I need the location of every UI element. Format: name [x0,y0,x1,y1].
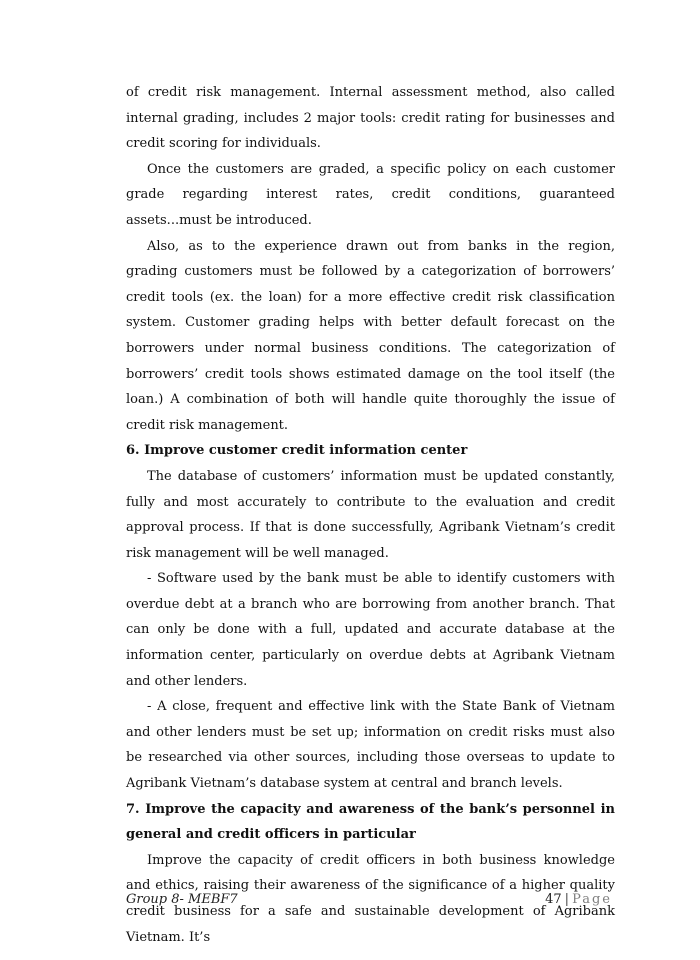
page-separator: | [564,892,570,907]
page-label: Page [572,892,612,907]
paragraph-categorization: Also, as to the experience drawn out from banks in the region, grading customers must be followed by a categorization of borrowers’ credit tools (ex. the loan) for a more effective credit risk classification system. Customer grading helps with better default forecast on the borrowers under normal business conditions. The categorization of borrowers’ credit tools shows estimated damage on the tool itself (the loan.) A combination of both will handle quite thoroughly the issue of credit risk management. [126,238,615,433]
section-heading-7: 7. Improve the capacity and awareness of the bank’s personnel in general and credit officers in particular [126,801,615,843]
paragraph-software-bullet: - Software used by the bank must be able to identify customers with overdue debt at a branch who are borrowing from another branch. That can only be done with a full, updated and accurate database at the information center, particularly on overdue debts at Agribank Vietnam and other lenders. [126,571,615,689]
footer-group-label: Group 8- MEBF7 [126,892,238,907]
section-heading-6: 6. Improve customer credit information center [126,443,468,459]
paragraph-capacity: Improve the capacity of credit officers in both business knowledge and ethics, raising their awareness of the significance of a higher quality credit business for a safe and sustainable development of Agribank Vietnam. It’s [126,852,615,945]
paragraph-state-bank-bullet: - A close, frequent and effective link with the State Bank of Vietnam and other lenders must be set up; information on credit risks must also be researched via other sources, including those overseas to update to Agribank Vietnam’s database system at central and branch levels. [126,699,615,792]
paragraph-customer-grade-policy: Once the customers are graded, a specific policy on each customer grade regarding interest rates, credit conditions, guaranteed assets...must be introduced. [126,161,615,228]
paragraph-intro-continuation: of credit risk management. Internal assessment method, also called internal grading, includes 2 major tools: credit rating for businesses and credit scoring for individuals. [126,85,615,152]
body-text [126,80,615,950]
footer-page-indicator [545,892,612,907]
paragraph-database-update: The database of customers’ information must be updated constantly, fully and most accurately to contribute to the evaluation and credit approval process. If that is done successfully, Agribank Vietnam’s credit risk management will be well managed. [126,468,615,561]
page-number: 47 [545,892,562,907]
